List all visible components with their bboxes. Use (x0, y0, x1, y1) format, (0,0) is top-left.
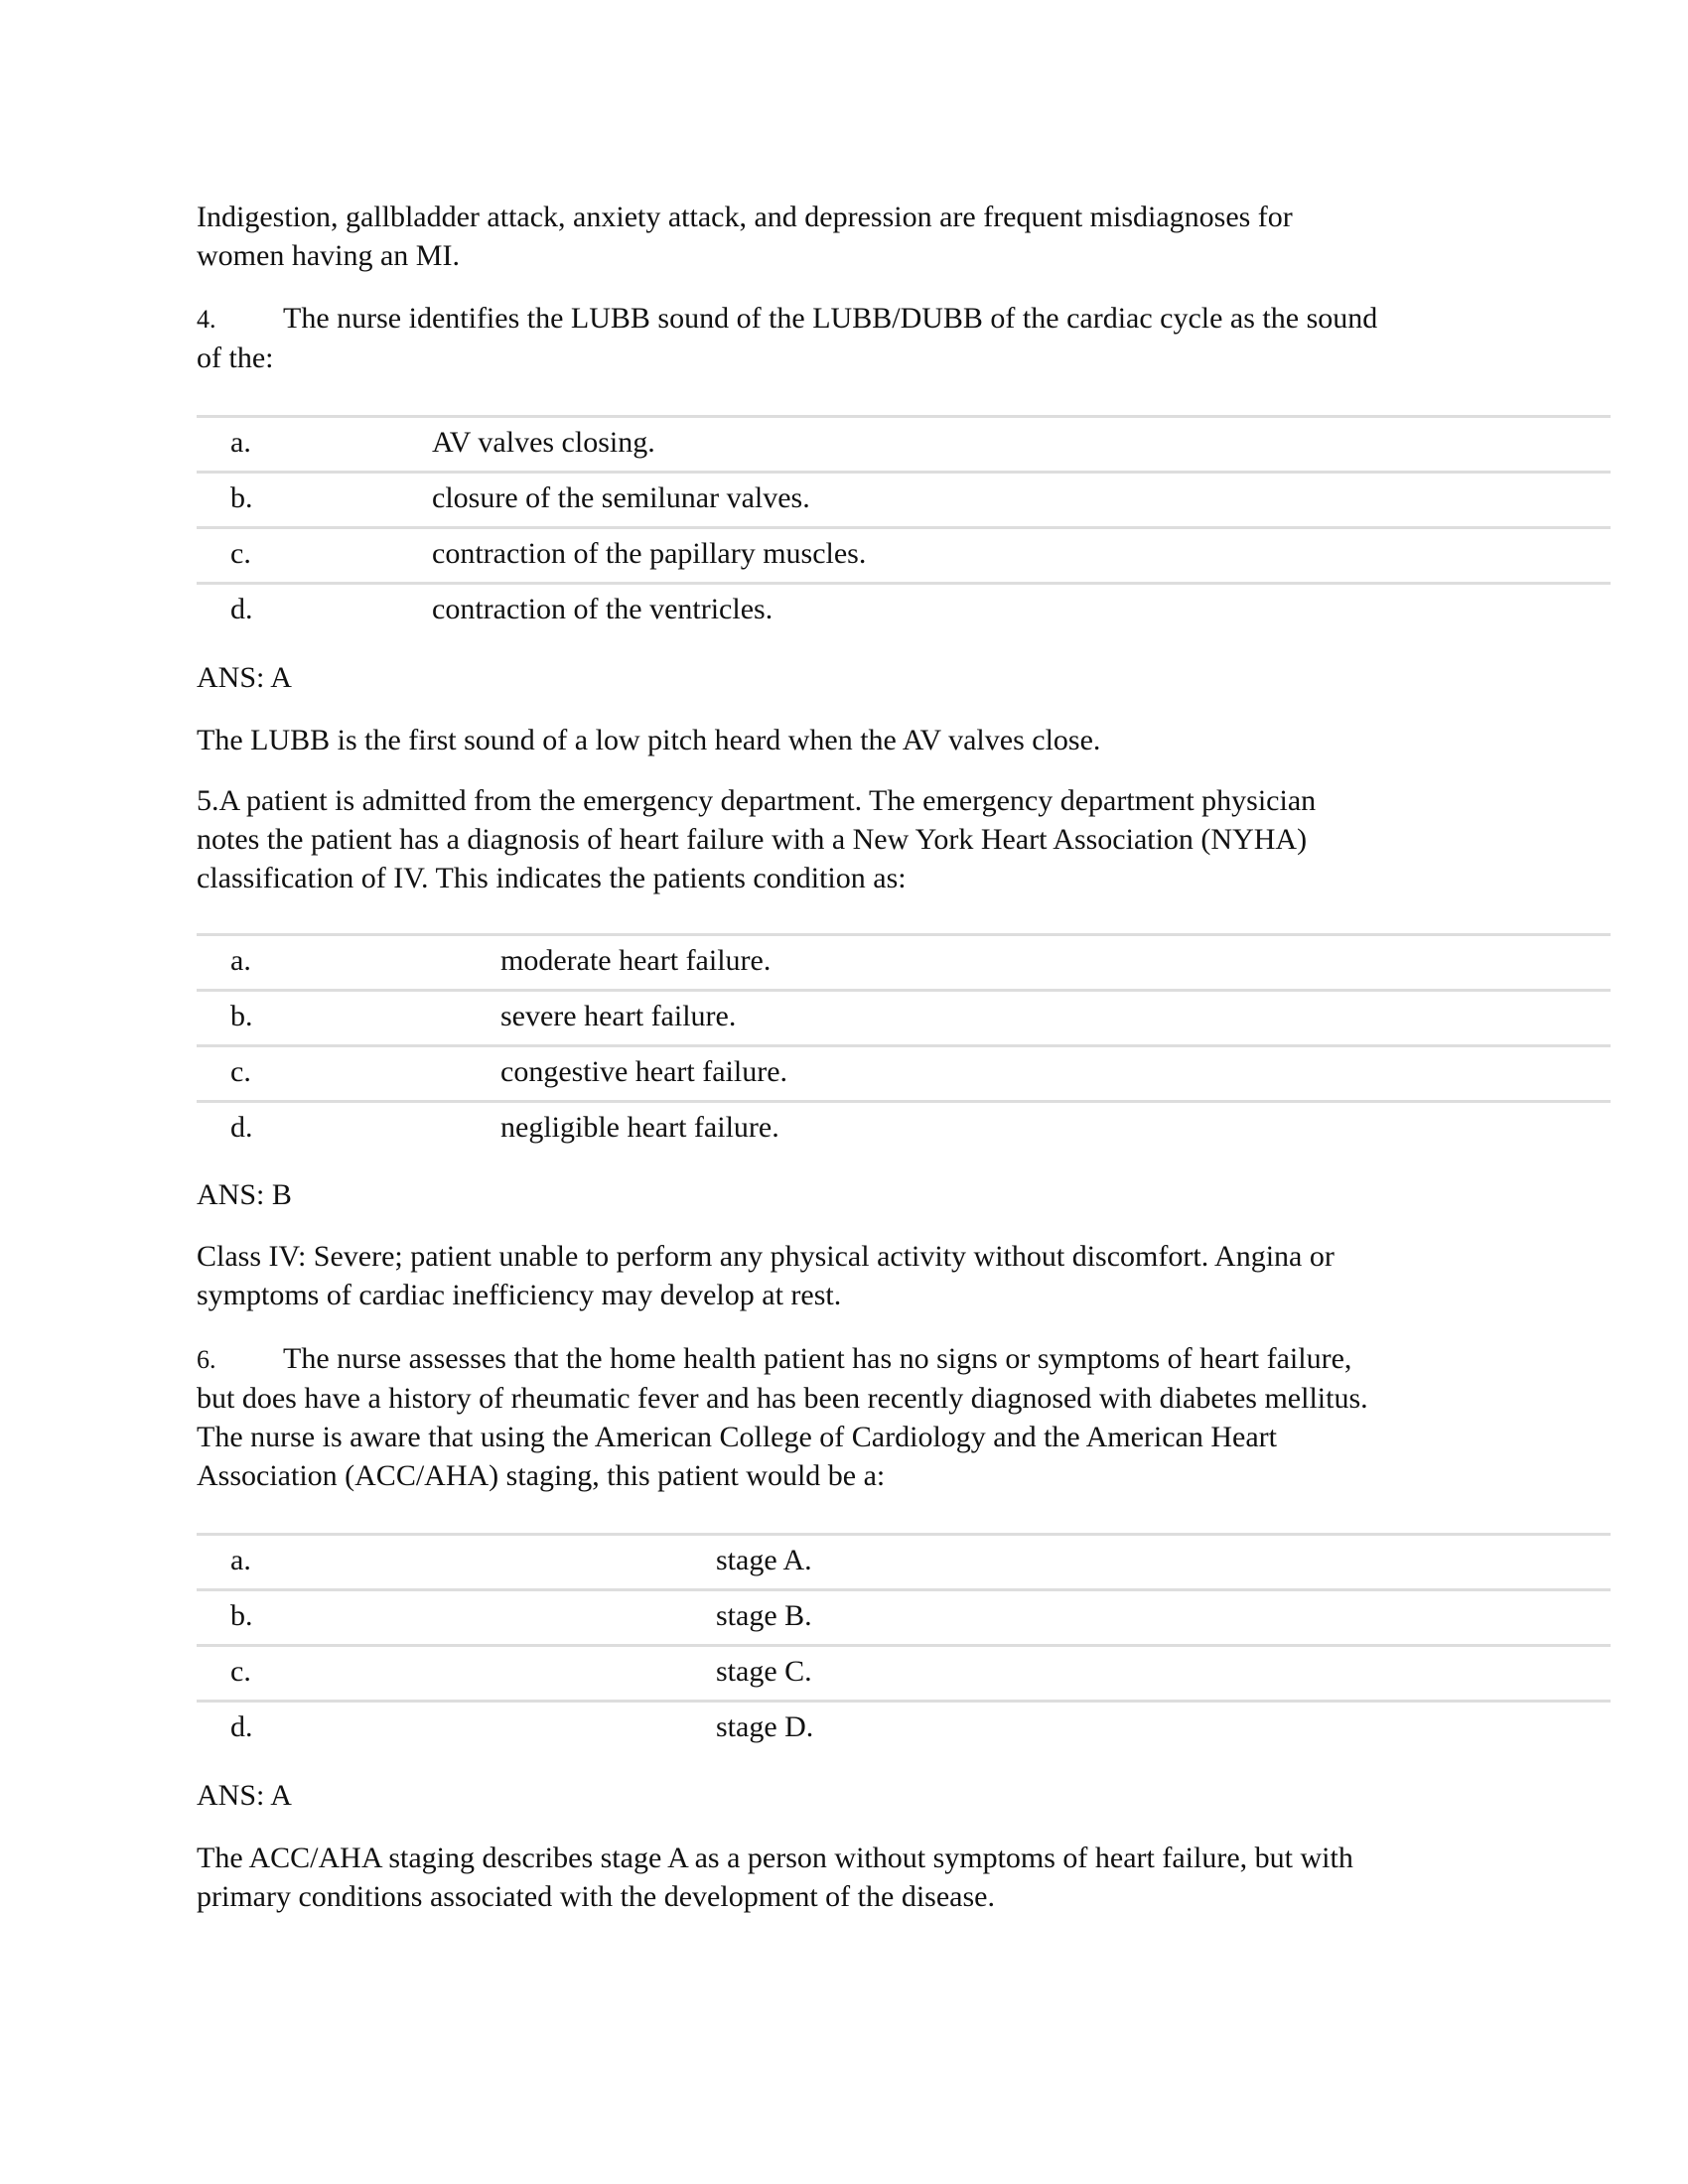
question-number: 4. (197, 305, 216, 334)
question-4-options (197, 415, 1611, 632)
question-4: 4. The nurse identifies the LUBB sound of the LUBB/DUBB of the cardiac cycle as the sound of the: (197, 302, 1378, 374)
intro-paragraph: Indigestion, gallbladder attack, anxiety attack, and depression are frequent misdiagnoses for women having an MI. (197, 201, 1293, 272)
question-5-options (197, 933, 1611, 1151)
option-row: a. stage A. (197, 1536, 1611, 1591)
option-row: d. negligible heart failure. (230, 1111, 779, 1144)
answer-5: ANS: B (197, 1178, 292, 1211)
option-row: c. contraction of the papillary muscles. (197, 529, 1611, 585)
answer-6: ANS: A (197, 1779, 292, 1812)
option-row: c. congestive heart failure. (197, 1047, 1611, 1103)
option-row: a. AV valves closing. (197, 418, 1611, 474)
option-row: b. closure of the semilunar valves. (197, 474, 1611, 529)
option-row: c. stage C. (197, 1647, 1611, 1703)
option-row: d. stage D. (230, 1710, 814, 1743)
rationale-5: Class IV: Severe; patient unable to perform any physical activity without discomfort. Angina or symptoms of cardiac inefficiency may develop at rest. (197, 1240, 1335, 1311)
option-row: b. stage B. (197, 1591, 1611, 1647)
rationale-4: The LUBB is the first sound of a low pitch heard when the AV valves close. (197, 724, 1101, 756)
question-6-options (197, 1533, 1611, 1750)
rationale-6: The ACC/AHA staging describes stage A as a person without symptoms of heart failure, but with primary conditions associated with the development of the disease. (197, 1842, 1353, 1913)
answer-4: ANS: A (197, 661, 292, 694)
question-6: 6. The nurse assesses that the home health patient has no signs or symptoms of heart failure, but does have a history of rheumatic fever and has been recently diagnosed with diabetes mellitus. The nurse is aware that using the American College of Cardiology and the American Heart Association (ACC/AHA) staging, this patient would be a: (197, 1342, 1368, 1492)
question-5: 5.A patient is admitted from the emergency department. The emergency department physician notes the patient has a diagnosis of heart failure with a New York Heart Association (NYHA) classification of IV. This indicates the patients condition as: (197, 784, 1317, 894)
option-row: d. contraction of the ventricles. (230, 593, 774, 625)
option-row: a. moderate heart failure. (197, 936, 1611, 992)
option-row: b. severe heart failure. (197, 992, 1611, 1047)
question-number: 6. (197, 1345, 216, 1374)
